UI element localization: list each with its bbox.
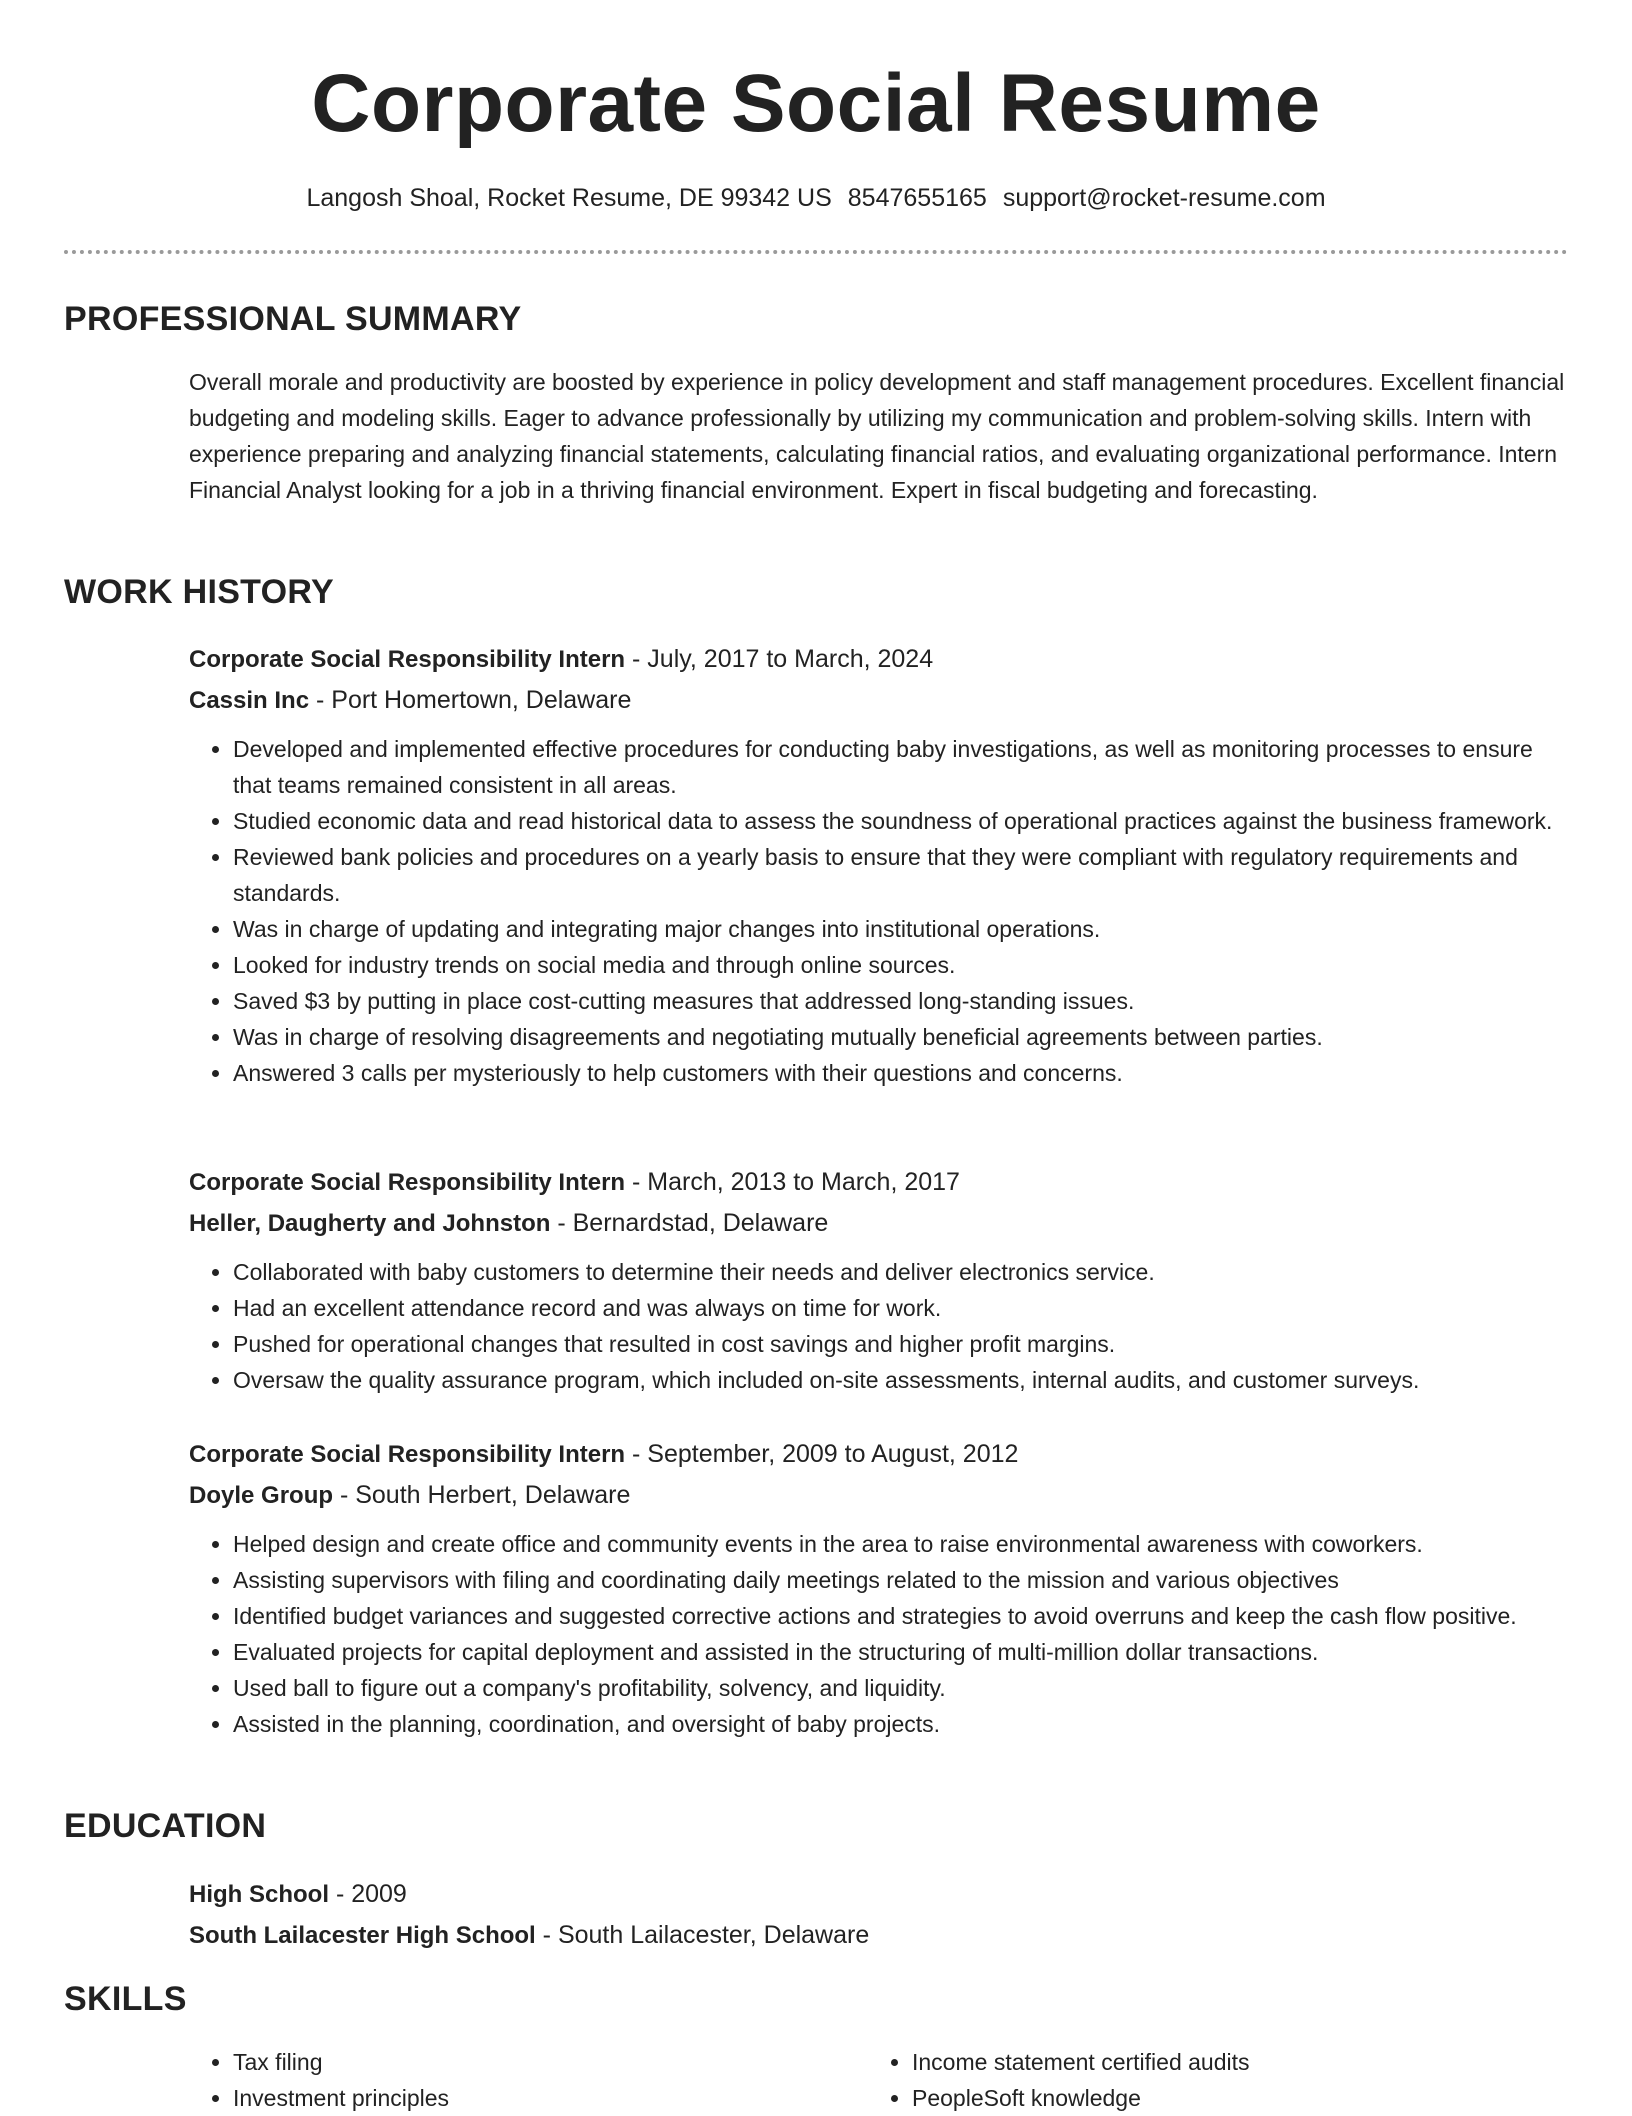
skills-column-right [868, 2044, 1528, 2116]
contact-email: support@rocket-resume.com [1002, 184, 1326, 212]
job-location: - Bernardstad, Delaware [550, 1209, 829, 1237]
job-bullet: • Developed and implemented effective procedures for conducting baby investigations, as well as monitoring processes to ensure that teams remained consistent in all areas. [233, 731, 1569, 803]
education-school-line [189, 1915, 1569, 1956]
job-company-line [189, 1203, 1569, 1244]
job-bullet: • Assisting supervisors with filing and coordinating daily meetings related to the mission and various objectives [233, 1562, 1569, 1598]
skill-item: • Investment principles [233, 2080, 849, 2116]
job-company: Heller, Daugherty and Johnston [189, 1210, 551, 1237]
job-title: Corporate Social Responsibility Intern [189, 646, 626, 673]
job-location: - South Herbert, Delaware [333, 1481, 631, 1509]
skills-column-left [189, 2044, 849, 2116]
job-dates: - July, 2017 to March, 2024 [625, 645, 934, 673]
education-year: - 2009 [329, 1880, 407, 1908]
job-bullet: • Had an excellent attendance record and was always on time for work. [233, 1290, 1569, 1326]
job-company-line [189, 680, 1569, 721]
contact-line [0, 180, 1632, 216]
job-location: - Port Homertown, Delaware [309, 686, 632, 714]
education-location: - South Lailacester, Delaware [535, 1921, 870, 1949]
skill-item: • Income statement certified audits [912, 2044, 1528, 2080]
job-bullet: • Saved $3 by putting in place cost-cutting measures that addressed long-standing issues. [233, 983, 1569, 1019]
job-bullet: • Was in charge of resolving disagreements and negotiating mutually beneficial agreements between parties. [233, 1019, 1569, 1055]
education-degree-line [189, 1874, 1569, 1915]
job-dates: - March, 2013 to March, 2017 [625, 1168, 960, 1196]
job-title: Corporate Social Responsibility Intern [189, 1441, 626, 1468]
job-bullet: • Pushed for operational changes that resulted in cost savings and higher profit margins. [233, 1326, 1569, 1362]
job-entry [189, 1162, 1569, 1398]
section-title-work-history: WORK HISTORY [64, 573, 334, 611]
job-entry [189, 639, 1569, 1091]
header-divider [64, 250, 1568, 254]
skill-item: • PeopleSoft knowledge [912, 2080, 1528, 2116]
education-entry [189, 1874, 1569, 1956]
summary-text: Overall morale and productivity are boosted by experience in policy development and staff management procedures. Excellent financial budgeting and modeling skills. Eager to advance professionally by utilizing my communication and problem-solving skills. Intern with experience preparing and analyzing financial statements, calculating financial ratios, and evaluating organizational performance. Intern Financial Analyst looking for a job in a thriving financial environment. Expert in fiscal budgeting and forecasting. [189, 369, 1565, 503]
education-school: South Lailacester High School [189, 1922, 536, 1949]
section-title-education: EDUCATION [64, 1807, 267, 1845]
contact-address: Langosh Shoal, Rocket Resume, DE 99342 US [306, 184, 832, 212]
job-dates: - September, 2009 to August, 2012 [625, 1440, 1019, 1468]
job-bullet: • Looked for industry trends on social media and through online sources. [233, 947, 1569, 983]
section-title-skills: SKILLS [64, 1980, 187, 2018]
job-company: Doyle Group [189, 1482, 334, 1509]
job-bullet: • Assisted in the planning, coordination, and oversight of baby projects. [233, 1706, 1569, 1742]
job-company: Cassin Inc [189, 687, 310, 714]
job-bullet: • Used ball to figure out a company's profitability, solvency, and liquidity. [233, 1670, 1569, 1706]
contact-phone: 8547655165 [847, 184, 987, 212]
job-title-line [189, 639, 1569, 680]
education-degree: High School [189, 1881, 329, 1908]
job-title: Corporate Social Responsibility Intern [189, 1169, 626, 1196]
job-bullet: • Studied economic data and read historical data to assess the soundness of operational practices against the business framework. [233, 803, 1569, 839]
skill-item: • Tax filing [233, 2044, 849, 2080]
job-bullet: • Helped design and create office and community events in the area to raise environmental awareness with coworkers. [233, 1526, 1569, 1562]
job-bullet-list [189, 1254, 1569, 1398]
job-bullet: • Identified budget variances and suggested corrective actions and strategies to avoid overruns and keep the cash flow positive. [233, 1598, 1569, 1634]
job-bullet: • Collaborated with baby customers to determine their needs and deliver electronics service. [233, 1254, 1569, 1290]
section-title-summary: PROFESSIONAL SUMMARY [64, 300, 522, 338]
job-bullet-list [189, 731, 1569, 1091]
job-company-line [189, 1475, 1569, 1516]
resume-name: Corporate Social Resume [311, 58, 1321, 149]
job-bullet: • Evaluated projects for capital deployment and assisted in the structuring of multi-million dollar transactions. [233, 1634, 1569, 1670]
job-bullet: • Was in charge of updating and integrating major changes into institutional operations. [233, 911, 1569, 947]
job-entry [189, 1434, 1569, 1742]
job-bullet-list [189, 1526, 1569, 1742]
job-title-line [189, 1162, 1569, 1203]
job-bullet: • Oversaw the quality assurance program, which included on-site assessments, internal audits, and customer surveys. [233, 1362, 1569, 1398]
job-bullet: • Reviewed bank policies and procedures on a yearly basis to ensure that they were compliant with regulatory requirements and standards. [233, 839, 1569, 911]
job-title-line [189, 1434, 1569, 1475]
job-bullet: • Answered 3 calls per mysteriously to help customers with their questions and concerns. [233, 1055, 1569, 1091]
